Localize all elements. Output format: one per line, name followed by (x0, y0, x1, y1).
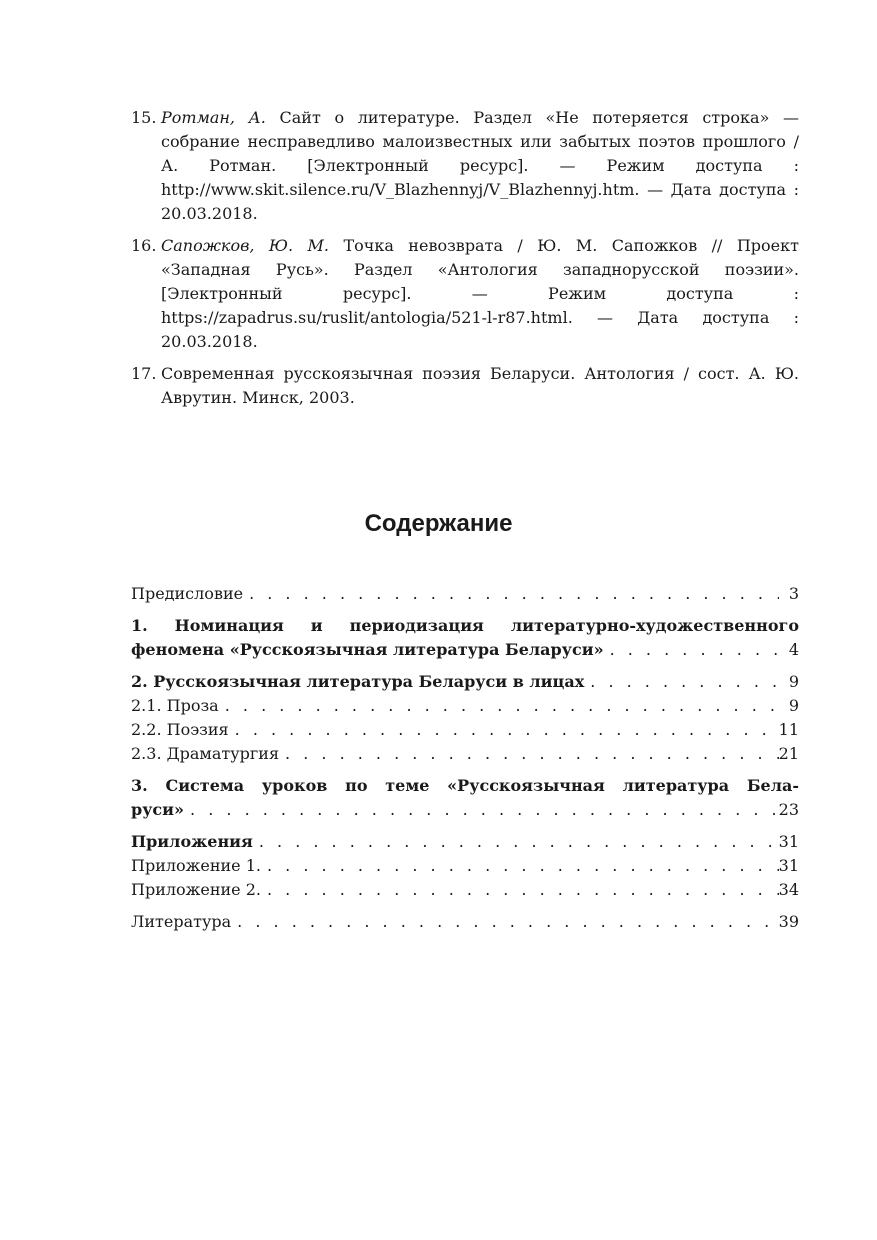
toc-entry-label: 2.3. Драматургия (131, 744, 280, 763)
leader-dots (604, 638, 779, 662)
reference-number: 15. (131, 108, 157, 127)
leader-dots (279, 742, 779, 766)
toc-page-number: 9 (788, 672, 799, 691)
toc-entry-label: 2.1. Проза (131, 696, 219, 715)
toc-entry-label: 3. Система уроков по теме «Русскоязычная литература Бела- (131, 776, 799, 795)
table-of-contents (131, 582, 799, 934)
reference-item (131, 106, 799, 226)
reference-text: Сайт о литературе. Раздел «Не потеряется строка» — собрание несправедливо малоизвестных или забытых поэтов прошлого / А. Ротман. [Электронный ресурс]. — Режим доступа : http://www.skit.silence.ru/V_Blazhennyj/V_Blazhennyj.htm. — Дата доступа : 20.03.2018. (161, 108, 799, 223)
toc-page-number: 4 (788, 640, 799, 659)
toc-page-number: 31 (778, 856, 799, 875)
toc-entry-appendix-1[interactable] (131, 854, 799, 878)
toc-entry-label: 2.2. Поэзия (131, 720, 229, 739)
reference-text: Современная русскоязычная поэзия Беларуси. Антология / сост. А. Ю. Аврутин. Минск, 2003. (161, 364, 799, 407)
leader-dots (243, 582, 779, 606)
toc-entry-label-cont: феномена «Русскоязычная литература Беларуси» (131, 640, 604, 659)
leader-dots (261, 854, 779, 878)
reference-item (131, 234, 799, 354)
leader-dots (219, 694, 779, 718)
toc-entry-label: Приложения (131, 832, 253, 851)
toc-entry-chapter-2[interactable] (131, 670, 799, 694)
toc-entry-section-2-1[interactable] (131, 694, 799, 718)
toc-entry-label-cont: руси» (131, 800, 185, 819)
reference-text: Точка невозврата / Ю. М. Сапожков // Проект «Западная Русь». Раздел «Антология западнорусской поэзии». [Электронный ресурс]. — Режим доступа : https://zapadrus.su/ruslit/antologia/521-l-r87.html. — Дата доступа : 20.03.2018. (161, 236, 799, 351)
reference-author: Ротман, А. (161, 108, 266, 127)
toc-page-number: 11 (778, 720, 799, 739)
reference-list (131, 106, 799, 418)
toc-entry-label: Приложение 1. (131, 856, 261, 875)
toc-page-number: 31 (778, 832, 799, 851)
leader-dots (184, 798, 779, 822)
toc-entry-chapter-3[interactable] (131, 774, 799, 822)
leader-dots (229, 718, 779, 742)
toc-page-number: 23 (778, 800, 799, 819)
toc-entry-label: Литература (131, 912, 232, 931)
toc-entry-label: Приложение 2. (131, 880, 261, 899)
toc-page-number: 3 (788, 584, 799, 603)
toc-entry-label: Предисловие (131, 584, 244, 603)
toc-page-number: 34 (778, 880, 799, 899)
toc-entry-label: 1. Номинация и периодизация литературно-художественного (131, 616, 799, 635)
toc-entry-literature[interactable] (131, 910, 799, 934)
reference-number: 17. (131, 364, 157, 383)
toc-entry-section-2-3[interactable] (131, 742, 799, 766)
reference-author: Сапожков, Ю. М. (161, 236, 330, 255)
toc-entry-preface[interactable] (131, 582, 799, 606)
contents-title: Содержание (364, 510, 513, 537)
toc-entry-appendix-2[interactable] (131, 878, 799, 902)
toc-page-number: 21 (778, 744, 799, 763)
toc-entry-appendices[interactable] (131, 830, 799, 854)
toc-entry-label: 2. Русскоязычная литература Беларуси в лицах (131, 672, 585, 691)
toc-entry-section-2-2[interactable] (131, 718, 799, 742)
leader-dots (584, 670, 779, 694)
reference-number: 16. (131, 236, 157, 255)
leader-dots (231, 910, 778, 934)
toc-page-number: 39 (778, 912, 799, 931)
leader-dots (253, 830, 779, 854)
leader-dots (261, 878, 779, 902)
toc-page-number: 9 (788, 696, 799, 715)
toc-entry-chapter-1[interactable] (131, 614, 799, 662)
reference-item (131, 362, 799, 410)
